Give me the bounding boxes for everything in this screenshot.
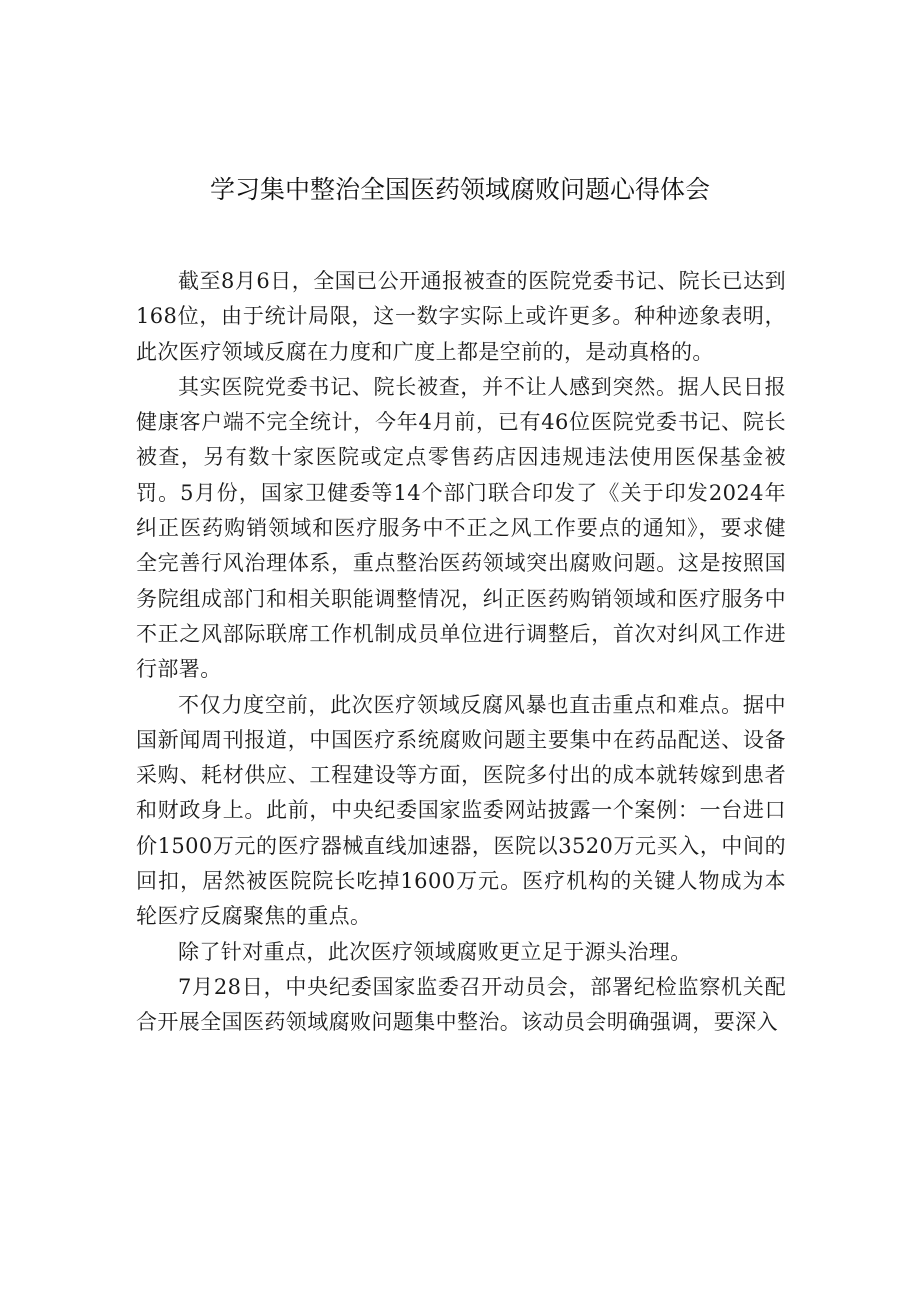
document-body xyxy=(136,264,786,1041)
paragraph: 截至8月6日，全国已公开通报被查的医院党委书记、院长已达到168位，由于统计局限，这一数字实际上或许更多。种种迹象表明，此次医疗领域反腐在力度和广度上都是空前的，是动真格的。 xyxy=(136,269,786,364)
document-title: 学习集中整治全国医药领域腐败问题心得体会 xyxy=(209,175,710,204)
paragraph: 不仅力度空前，此次医疗领域反腐风暴也直击重点和难点。据中国新闻周刊报道，中国医疗系统腐败问题主要集中在药品配送、设备采购、耗材供应、工程建设等方面，医院多付出的成本就转嫁到患者和财政身上。此前，中央纪委国家监委网站披露一个案例：一台进口价1500万元的医疗器械直线加速器，医院以3520万元买入，中间的回扣，居然被医院院长吃掉1600万元。医疗机构的关键人物成为本轮医疗反腐聚焦的重点。 xyxy=(136,692,786,929)
paragraph: 其实医院党委书记、院长被查，并不让人感到突然。据人民日报健康客户端不完全统计，今年4月前，已有46位医院党委书记、院长被查，另有数十家医院或定点零售药店因违规违法使用医保基金被罚。5月份，国家卫健委等14个部门联合印发了《关于印发2024年纠正医药购销领域和医疗服务中不正之风工作要点的通知》，要求健全完善行风治理体系，重点整治医药领域突出腐败问题。这是按照国务院组成部门和相关职能调整情况，纠正医药购销领域和医疗服务中不正之风部际联席工作机制成员单位进行调整后，首次对纠风工作进行部署。 xyxy=(136,374,786,682)
paragraph: 7月28日，中央纪委国家监委召开动员会，部署纪检监察机关配合开展全国医药领域腐败问题集中整治。该动员会明确强调，要深入 xyxy=(136,974,786,1035)
paragraph: 除了针对重点，此次医疗领域腐败更立足于源头治理。 xyxy=(178,939,692,964)
